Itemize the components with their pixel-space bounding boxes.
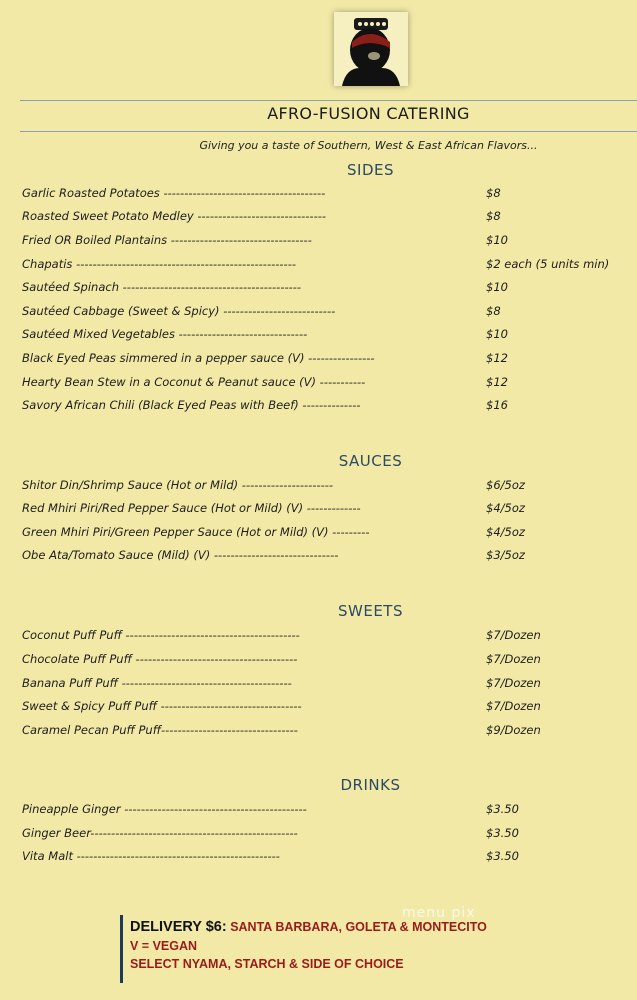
item-name: Shitor Din/Shrimp Sauce (Hot or Mild) ---------------------- <box>22 478 334 492</box>
item-price: $10 <box>486 280 508 294</box>
item-price: $7/Dozen <box>486 652 541 666</box>
menu-item <box>22 676 622 694</box>
item-price: $12 <box>486 375 508 389</box>
logo <box>334 12 408 86</box>
item-name: Garlic Roasted Potatoes --------------------------------------- <box>22 186 326 200</box>
item-name: Coconut Puff Puff ------------------------------------------ <box>22 628 300 642</box>
menu-item <box>22 699 622 717</box>
item-name: Vita Malt ------------------------------------------------- <box>22 849 280 863</box>
menu-item <box>22 826 622 844</box>
item-price: $12 <box>486 351 508 365</box>
african-woman-silhouette-icon <box>334 12 408 86</box>
item-name: Roasted Sweet Potato Medley ------------------------------- <box>22 209 327 223</box>
menu-item <box>22 652 622 670</box>
item-price: $8 <box>486 209 501 223</box>
menu-item <box>22 501 622 519</box>
section-title-sweets: SWEETS <box>338 602 403 620</box>
delivery-areas: SANTA BARBARA, GOLETA & MONTECITO <box>230 920 487 934</box>
item-price: $4/5oz <box>486 525 525 539</box>
delivery-lead: DELIVERY $6: <box>130 919 227 935</box>
item-name: Savory African Chili (Black Eyed Peas with Beef) -------------- <box>22 398 361 412</box>
menu-item <box>22 186 622 204</box>
menu-item <box>22 548 622 566</box>
item-price: $4/5oz <box>486 501 525 515</box>
item-name: Banana Puff Puff ----------------------------------------- <box>22 676 292 690</box>
menu-item <box>22 209 622 227</box>
menu-item <box>22 849 622 867</box>
menu-item <box>22 398 622 416</box>
item-price: $3.50 <box>486 802 519 816</box>
item-name: Sweet & Spicy Puff Puff ---------------------------------- <box>22 699 302 713</box>
item-price: $2 each (5 units min) <box>486 257 610 271</box>
item-price: $6/5oz <box>486 478 525 492</box>
item-name: Sautéed Cabbage (Sweet & Spicy) --------------------------- <box>22 304 336 318</box>
item-price: $9/Dozen <box>486 723 541 737</box>
item-name: Chapatis ----------------------------------------------------- <box>22 257 296 271</box>
item-price: $8 <box>486 304 501 318</box>
item-name: Sautéed Mixed Vegetables ------------------------------- <box>22 327 308 341</box>
menu-item <box>22 375 622 393</box>
title-divider <box>20 131 637 132</box>
delivery-info-box <box>120 915 520 983</box>
menu-item <box>22 304 622 322</box>
item-price: $3.50 <box>486 826 519 840</box>
menu-item <box>22 257 622 275</box>
menu-item <box>22 351 622 369</box>
menu-item <box>22 280 622 298</box>
menu-item <box>22 802 622 820</box>
item-price: $7/Dozen <box>486 676 541 690</box>
item-price: $3.50 <box>486 849 519 863</box>
item-name: Fried OR Boiled Plantains ---------------------------------- <box>22 233 312 247</box>
item-name: Red Mhiri Piri/Red Pepper Sauce (Hot or Mild) (V) ------------- <box>22 501 361 515</box>
item-price: $8 <box>486 186 501 200</box>
top-divider <box>20 100 637 101</box>
item-price: $3/5oz <box>486 548 525 562</box>
section-title-sauces: SAUCES <box>338 452 403 470</box>
item-name: Ginger Beer-------------------------------------------------- <box>22 826 298 840</box>
menu-item <box>22 525 622 543</box>
item-name: Caramel Pecan Puff Puff--------------------------------- <box>22 723 298 737</box>
vegan-note: V = VEGAN <box>130 939 198 953</box>
menu-item <box>22 628 622 646</box>
item-price: $7/Dozen <box>486 699 541 713</box>
item-name: Sautéed Spinach ------------------------------------------- <box>22 280 302 294</box>
item-name: Obe Ata/Tomato Sauce (Mild) (V) ------------------------------ <box>22 548 339 562</box>
section-title-sides: SIDES <box>347 161 394 179</box>
item-price: $10 <box>486 327 508 341</box>
section-title-drinks: DRINKS <box>340 776 401 794</box>
item-price: $7/Dozen <box>486 628 541 642</box>
menu-item <box>22 327 622 345</box>
page-title: AFRO-FUSION CATERING <box>267 104 470 123</box>
item-name: Black Eyed Peas simmered in a pepper sauce (V) ---------------- <box>22 351 375 365</box>
item-price: $16 <box>486 398 508 412</box>
item-name: Chocolate Puff Puff --------------------------------------- <box>22 652 298 666</box>
tagline: Giving you a taste of Southern, West & East African Flavors... <box>199 139 538 152</box>
item-name: Pineapple Ginger -------------------------------------------- <box>22 802 307 816</box>
select-note: SELECT NYAMA, STARCH & SIDE OF CHOICE <box>130 957 404 971</box>
item-name: Hearty Bean Stew in a Coconut & Peanut sauce (V) ----------- <box>22 375 366 389</box>
menu-item <box>22 478 622 496</box>
watermark: menu pix <box>402 905 476 921</box>
item-price: $10 <box>486 233 508 247</box>
delivery-line <box>130 919 520 935</box>
menu-item <box>22 723 622 741</box>
item-name: Green Mhiri Piri/Green Pepper Sauce (Hot or Mild) (V) --------- <box>22 525 370 539</box>
menu-item <box>22 233 622 251</box>
